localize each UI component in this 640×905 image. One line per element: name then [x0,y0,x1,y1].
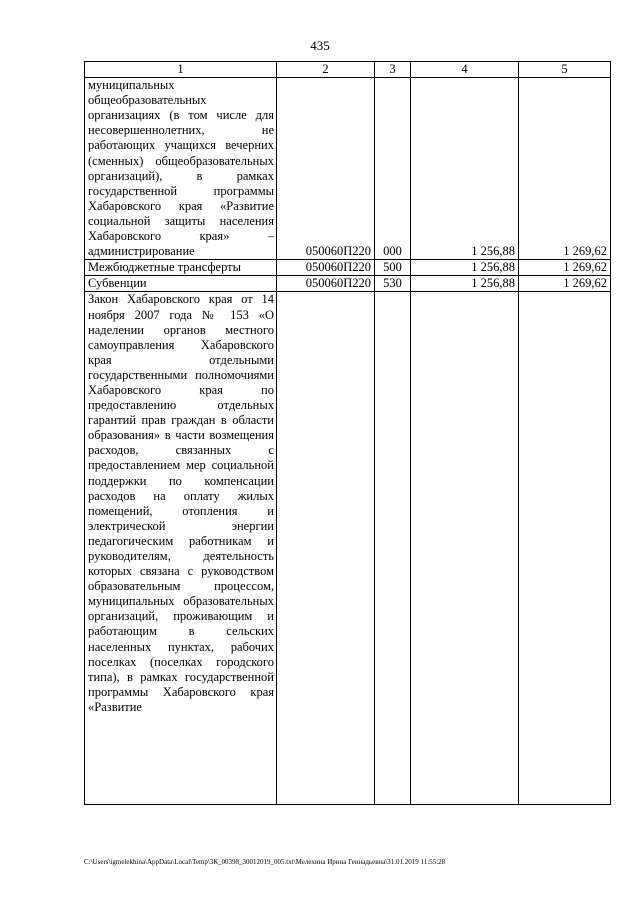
header-col-1: 1 [85,62,277,78]
table-row [85,260,611,276]
row-name-text: муниципальных общеобразовательных организациях (в том числе для несовершеннолетних, не работающих учащихся вечерних (сменных) общеобразовательных организаций), в рамках государственной программы Хабаровского края «Развитие социальной защиты населения Хабаровского края» – администрирование [88,78,274,259]
header-col-2: 2 [277,62,375,78]
row-name: Субвенции [85,276,277,292]
row-code: 050060П220 [277,78,375,260]
row-vr: 000 [375,78,411,260]
row-name-text: Закон Хабаровского края от 14 ноября 2007 года № 153 «О наделении органов местного самоуправления Хабаровского края отдельными государственными полномочиями Хабаровского края по предоставлению отдельных гарантий прав граждан в области образования» в части возмещения расходов, связанных с предоставлением мер социальной поддержки по компенсации расходов на оплату жилых помещений, отопления и электрической энергии педагогическим работникам и руководителям, деятельность которых связана с руководством образовательным процессом, муниципальных образовательных организаций, проживающим и работающим в сельских населенных пунктах, рабочих поселках (поселках городского типа), в рамках государственной программы Хабаровского края «Развитие [88,292,274,714]
file-path-footer: C:\Users\igmelekhina\AppData\Local\Temp\3К_00398_30012019_005.txt\Мелехина Ирина Геннадьевна\31.01.2019 11:55:28 [84,858,446,866]
page-number: 435 [310,38,330,53]
row-sum-2: 1 269,62 [519,260,611,276]
budget-table [84,61,611,805]
row-code: 050060П220 [277,276,375,292]
row-name [85,78,277,260]
header-col-3: 3 [375,62,411,78]
row-name [85,292,277,805]
row-code: 050060П220 [277,260,375,276]
table-row [85,78,611,260]
row-name: Межбюджетные трансферты [85,260,277,276]
row-vr: 530 [375,276,411,292]
row-vr [375,292,411,805]
row-sum-1 [411,292,519,805]
row-sum-2 [519,292,611,805]
row-code [277,292,375,805]
row-sum-1: 1 256,88 [411,78,519,260]
table-row [85,292,611,805]
row-sum-2: 1 269,62 [519,276,611,292]
row-sum-1: 1 256,88 [411,276,519,292]
row-sum-1: 1 256,88 [411,260,519,276]
table-header-row [85,62,611,78]
header-col-5: 5 [519,62,611,78]
header-col-4: 4 [411,62,519,78]
row-vr: 500 [375,260,411,276]
row-sum-2: 1 269,62 [519,78,611,260]
table-row [85,276,611,292]
